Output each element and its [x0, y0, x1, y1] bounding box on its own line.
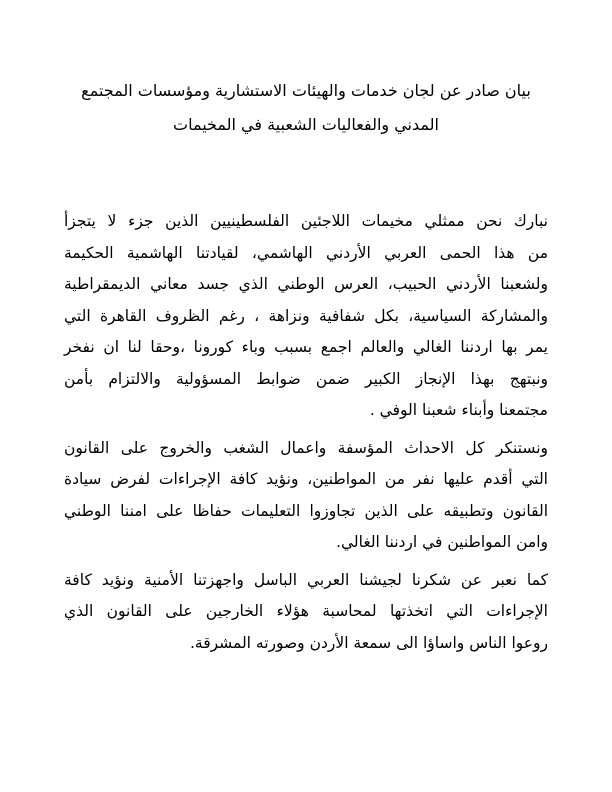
body-line: القانون وتطبيقه على الذين تجاوزوا التعليمات حفاظا على امننا الوطني: [64, 501, 548, 520]
body-line: ولشعبنا الأردني الحبيب، العرس الوطني الذي جسد معاني الديمقراطية: [64, 275, 548, 293]
body-line: روعوا الناس واساؤا الى سمعة الأردن وصورته المشرقة.: [189, 633, 548, 652]
body-line: والمشاركة السياسية، بكل شفافية ونزاهة ، رغم الظروف القاهرة التي: [64, 306, 548, 325]
body-line: ونستنكر كل الاحداث المؤسفة واعمال الشغب والخروج على القانون: [64, 438, 548, 457]
paragraph-condemnation: [64, 433, 548, 559]
body-line: من هذا الحمى العربي الأردني الهاشمي، لقيادتنا الهاشمية الحكيمة: [64, 243, 548, 262]
paragraph-congratulations: [64, 206, 548, 427]
body-line: نبارك نحن ممثلي مخيمات اللاجئين الفلسطينيين الذين جزء لا يتجزأ: [64, 212, 548, 230]
body-line: التي أقدم عليها نفر من المواطنين، ونؤيد كافة الإجراءات لفرض سيادة: [64, 470, 548, 488]
statement-body: [64, 206, 548, 665]
title-line: بيان صادر عن لجان خدمات والهيئات الاستشارية ومؤسسات المجتمع: [81, 81, 531, 100]
body-line: مجتمعنا وأبناء شعبنا الوفي .: [369, 401, 548, 419]
body-line: الإجراءات التي اتخذتها لمحاسبة هؤلاء الخارجين على القانون الذي: [64, 602, 548, 620]
body-line: ونبتهج بهذا الإنجاز الكبير ضمن ضوابط المسؤولية والالتزام بأمن: [64, 369, 548, 388]
body-line: كما نعبر عن شكرنا لجيشنا العربي الباسل واجهزتنا الأمنية ونؤيد كافة: [64, 570, 548, 589]
title-line: المدني والفعاليات الشعبية في المخيمات: [173, 115, 439, 134]
body-line: وامن المواطنين في اردننا الغالي.: [336, 533, 548, 551]
statement-title: [60, 74, 552, 142]
body-line: يمر بها اردننا الغالي والعالم اجمع بسبب وباء كورونا ،وحقا لنا ان نفخر: [64, 338, 548, 356]
paragraph-gratitude: [64, 565, 548, 660]
